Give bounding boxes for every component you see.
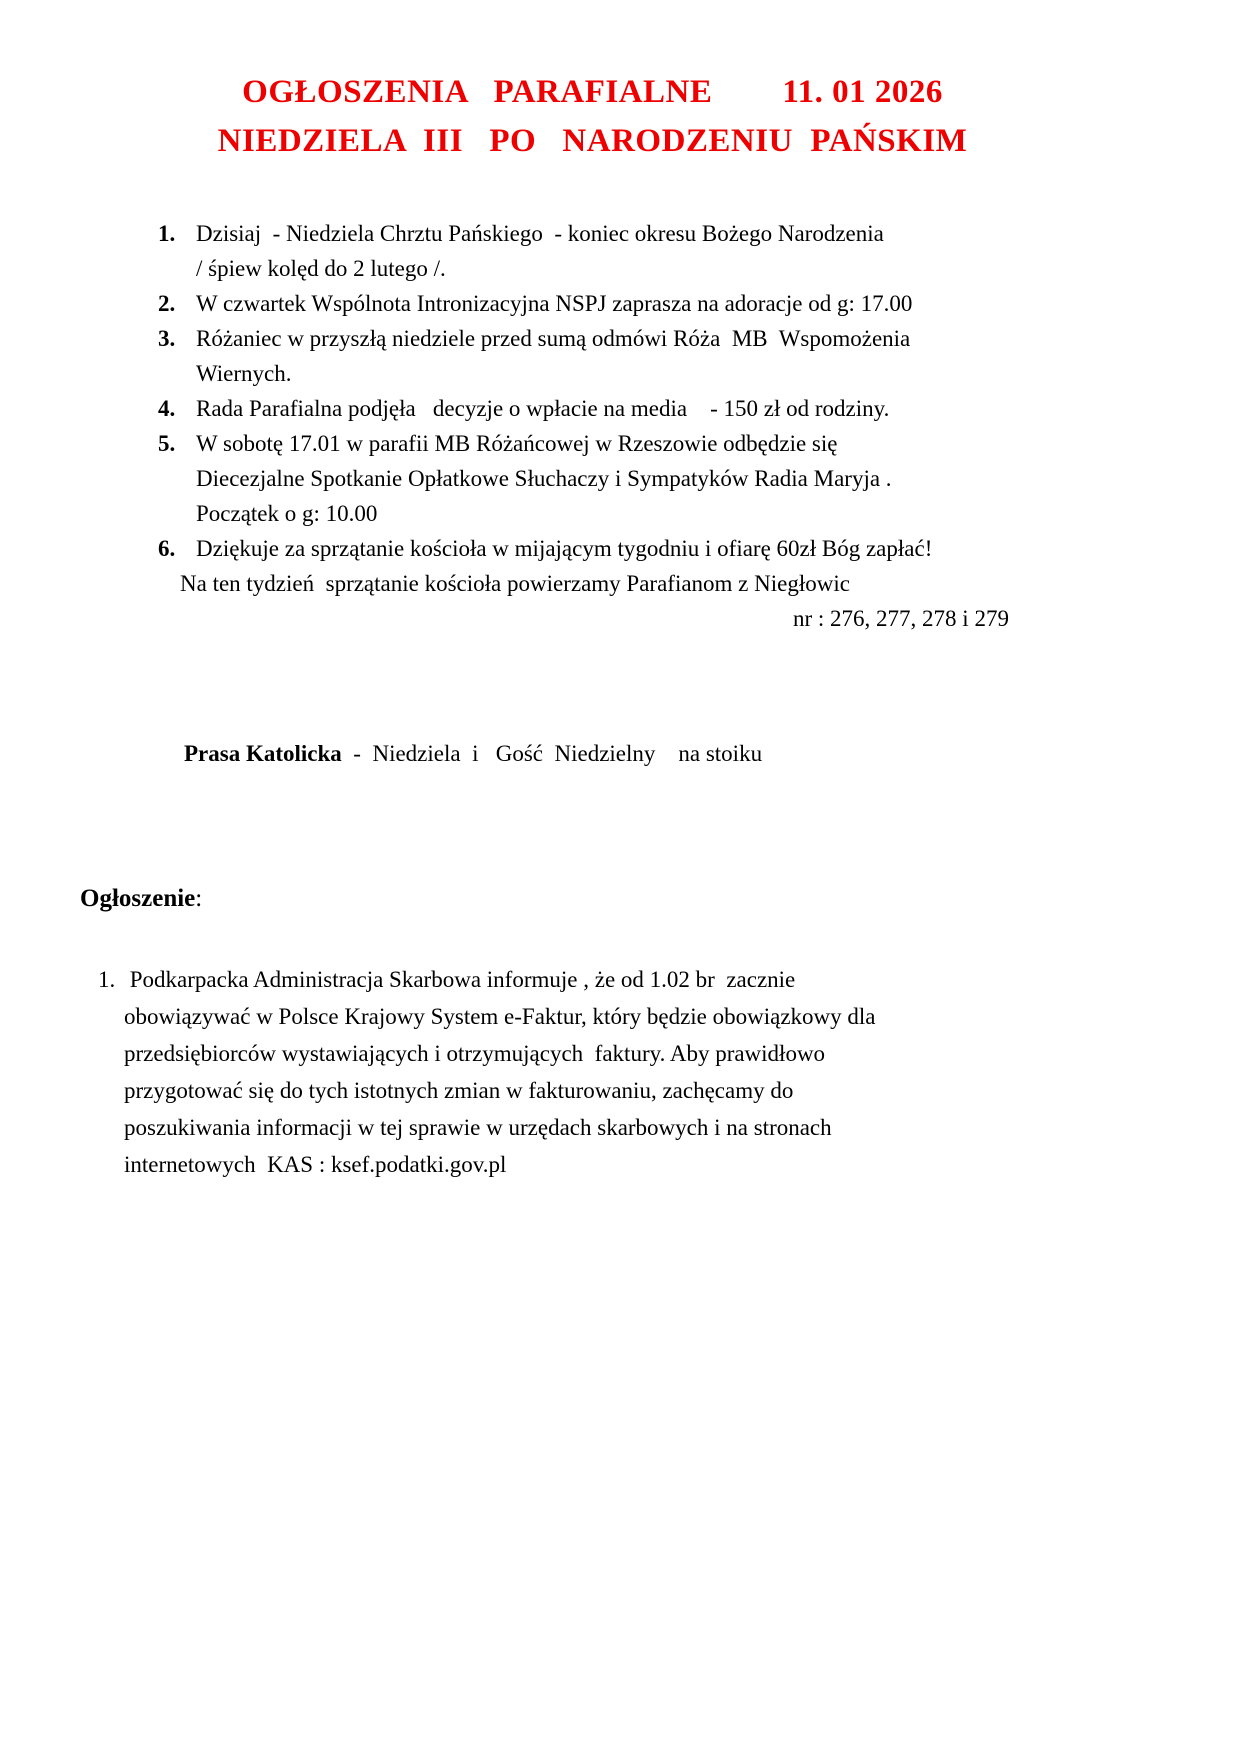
announcement-line: W czwartek Wspólnota Intronizacyjna NSPJ zaprasza na adoracje od g: 17.00 — [196, 291, 913, 316]
announcement-text — [196, 286, 912, 321]
announcement-number: 2. — [158, 291, 176, 316]
announcement-number: 6. — [158, 536, 176, 561]
announcement-text — [196, 216, 884, 286]
announcement-number: 4. — [158, 396, 176, 421]
notice-line: Podkarpacka Administracja Skarbowa informuje , że od 1.02 br zacznie — [124, 967, 796, 992]
announcement-line: Diecezjalne Spotkanie Opłatkowe Słuchaczy i Sympatyków Radia Maryja . — [196, 466, 892, 491]
announcement-line: / śpiew kolęd do 2 lutego /. — [196, 256, 446, 281]
press-line — [184, 736, 1240, 771]
notice-line: przedsiębiorców wystawiających i otrzymujących faktury. Aby prawidłowo — [124, 1041, 826, 1066]
notice-heading-colon: : — [195, 885, 203, 912]
cleaning-note: Na ten tydzień sprzątanie kościoła powierzamy Parafianom z Niegłowic — [180, 571, 850, 596]
press-label: Prasa Katolicka — [184, 741, 342, 766]
title-line-2: NIEDZIELA III PO NARODZENIU PAŃSKIM — [217, 123, 968, 159]
document-title — [0, 0, 1240, 166]
notice-line: obowiązywać w Polsce Krajowy System e-Faktur, który będzie obowiązkowy dla — [124, 1004, 876, 1029]
announcement-item — [158, 391, 1180, 426]
announcement-item — [158, 531, 1180, 566]
announcement-line: Różaniec w przyszłą niedziele przed sumą odmówi Róża MB Wspomożenia — [196, 326, 911, 351]
notice-line: przygotować się do tych istotnych zmian w fakturowaniu, zachęcamy do — [124, 1078, 794, 1103]
notice-heading-label: Ogłoszenie — [80, 885, 196, 912]
announcement-item — [158, 426, 1180, 531]
notice-line: internetowych KAS : ksef.podatki.gov.pl — [124, 1152, 507, 1177]
announcements-list — [158, 216, 1180, 566]
announcement-number: 1. — [158, 221, 176, 246]
press-text: - Niedziela i Gość Niedzielny na stoiku — [341, 741, 763, 766]
announcement-line: W sobotę 17.01 w parafii MB Różańcowej w Rzeszowie odbędzie się — [196, 431, 838, 456]
announcement-item — [158, 286, 1180, 321]
notice-item-number: 1. — [98, 967, 116, 992]
notice-item — [98, 961, 1180, 1183]
announcement-item — [158, 321, 1180, 391]
announcement-text — [196, 321, 910, 391]
notice-item-text — [124, 961, 876, 1183]
announcement-number: 5. — [158, 431, 176, 456]
notice-line: poszukiwania informacji w tej sprawie w urzędach skarbowych i na stronach — [124, 1115, 832, 1140]
notice-section-heading — [80, 883, 1240, 915]
announcement-text — [196, 531, 932, 566]
announcement-number: 3. — [158, 326, 176, 351]
announcement-text — [196, 391, 889, 426]
announcement-line: Rada Parafialna podjęła decyzje o wpłacie na media - 150 zł od rodziny. — [196, 396, 890, 421]
cleaning-numbers: nr : 276, 277, 278 i 279 — [793, 606, 1009, 631]
title-line-1: OGŁOSZENIA PARAFIALNE 11. 01 2026 — [242, 74, 943, 110]
announcement-line: Wiernych. — [196, 361, 292, 386]
announcement-text — [196, 426, 892, 531]
announcement-line: Dziękuje za sprzątanie kościoła w mijającym tygodniu i ofiarę 60zł Bóg zapłać! — [196, 536, 933, 561]
announcement-item — [158, 216, 1180, 286]
announcement-line: Dzisiaj - Niedziela Chrztu Pańskiego - koniec okresu Bożego Narodzenia — [196, 221, 884, 246]
announcement-line: Początek o g: 10.00 — [196, 501, 378, 526]
